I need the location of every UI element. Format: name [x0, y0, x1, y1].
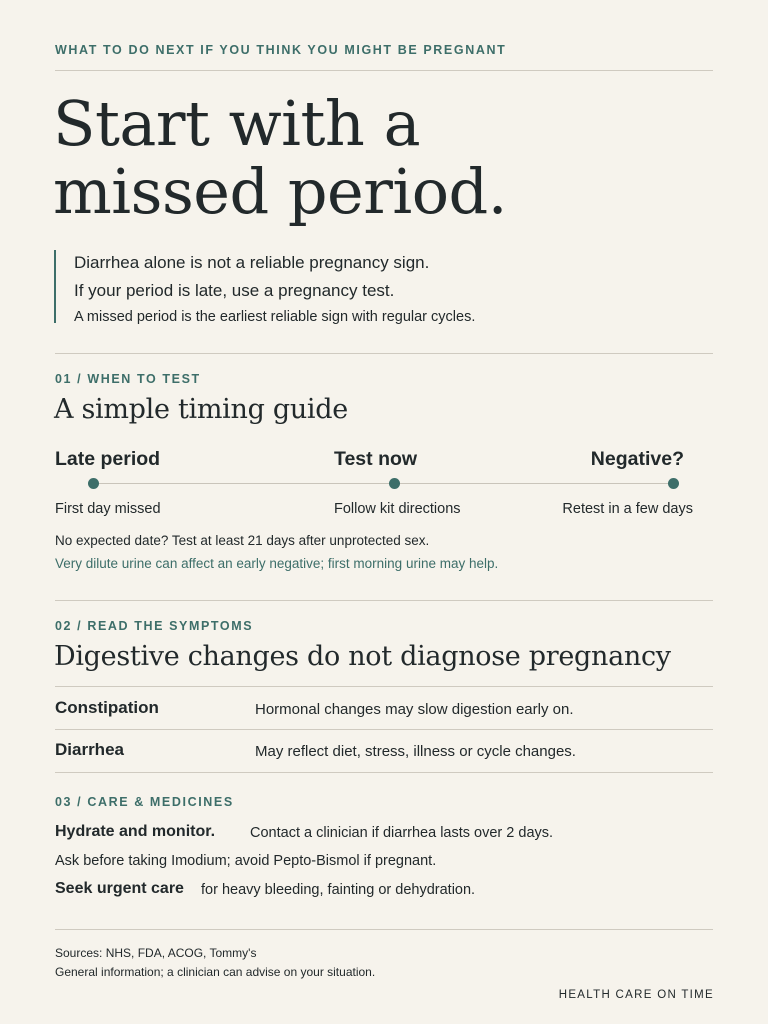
timeline-dot: [389, 478, 400, 489]
care-item-3-text: for heavy bleeding, fainting or dehydration.: [201, 882, 476, 898]
symptom-term: Constipation: [55, 698, 159, 717]
timeline-dot: [668, 478, 679, 489]
sources: Sources: NHS, FDA, ACOG, Tommy's: [55, 946, 257, 960]
section-3-label: 03 / CARE & MEDICINES: [55, 795, 234, 809]
care-item-1-text: Contact a clinician if diarrhea lasts over 2 days.: [250, 825, 554, 841]
timeline-step-1-detail: First day missed: [55, 501, 161, 517]
timeline-step-3-detail: Retest in a few days: [562, 501, 693, 517]
table-rule: [55, 686, 713, 687]
timeline-step-2-title: Test now: [334, 448, 418, 470]
timing-tip: Very dilute urine can affect an early negative; first morning urine may help.: [55, 556, 499, 571]
brand-name: HEALTH CARE ON TIME: [558, 989, 714, 1001]
intro-accent-bar: [54, 250, 56, 323]
table-rule: [55, 729, 713, 730]
intro-line-1: Diarrhea alone is not a reliable pregnancy sign.: [74, 253, 430, 272]
page-title: [53, 87, 507, 228]
timeline-step-2-detail: Follow kit directions: [334, 501, 461, 517]
disclaimer: General information; a clinician can advise on your situation.: [55, 965, 376, 979]
section-1-title: A simple timing guide: [54, 394, 348, 425]
section-2-title: Digestive changes do not diagnose pregnancy: [54, 641, 671, 672]
section-1-label: 01 / WHEN TO TEST: [55, 372, 201, 386]
symptom-description: May reflect diet, stress, illness or cycle changes.: [255, 743, 576, 760]
timeline-step-1-title: Late period: [55, 448, 161, 470]
divider: [55, 70, 713, 71]
page-title-line-2: missed period.: [53, 155, 507, 228]
intro-line-3: A missed period is the earliest reliable sign with regular cycles.: [74, 309, 476, 325]
symptom-term: Diarrhea: [55, 740, 124, 759]
care-item-3-heading: Seek urgent care: [55, 880, 184, 897]
page-title-line-1: Start with a: [53, 87, 421, 160]
eyebrow-label: WHAT TO DO NEXT IF YOU THINK YOU MIGHT BE PREGNANT: [55, 43, 507, 57]
symptom-description: Hormonal changes may slow digestion early on.: [255, 701, 574, 718]
divider: [55, 600, 713, 601]
timeline-dot: [88, 478, 99, 489]
section-2-label: 02 / READ THE SYMPTOMS: [55, 619, 254, 633]
care-item-1-heading: Hydrate and monitor.: [55, 823, 216, 840]
care-item-2-text: Ask before taking Imodium; avoid Pepto-Bismol if pregnant.: [55, 853, 437, 869]
divider: [55, 353, 713, 354]
timing-note: No expected date? Test at least 21 days after unprotected sex.: [55, 533, 430, 548]
table-rule: [55, 772, 713, 773]
timeline-step-3-title: Negative?: [590, 448, 684, 470]
intro-line-2: If your period is late, use a pregnancy test.: [74, 281, 395, 300]
timeline-line: [92, 483, 674, 484]
divider: [55, 929, 713, 930]
